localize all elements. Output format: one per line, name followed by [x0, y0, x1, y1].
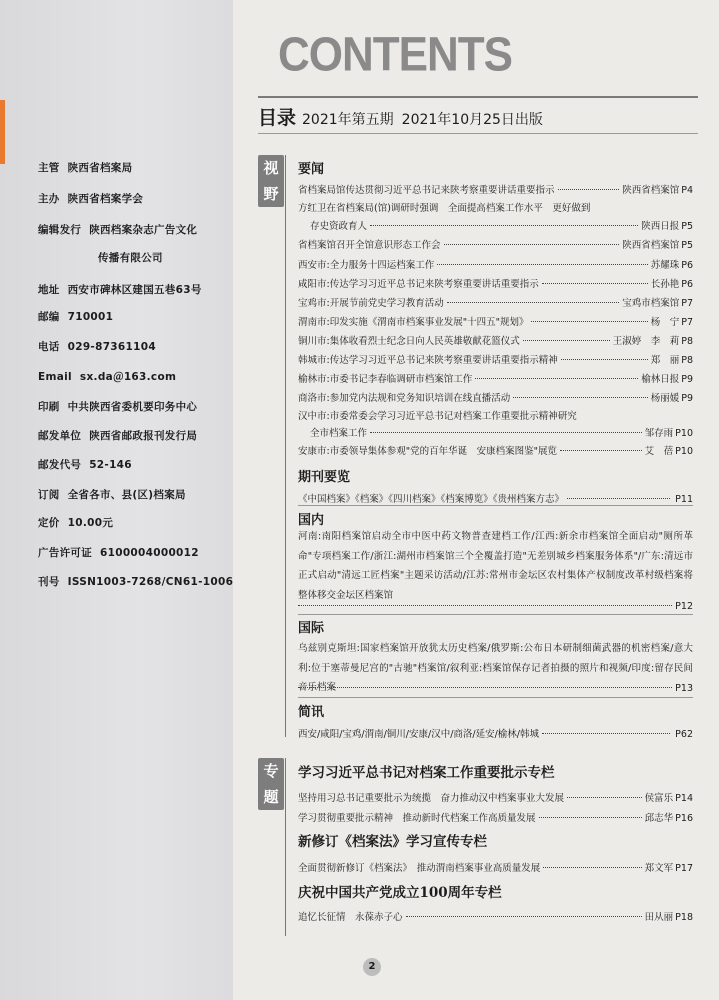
info-line: 电话 029-87361104 [38, 341, 156, 353]
column-title-3: 庆祝中国共产党成立100周年专栏 [298, 885, 502, 901]
info-line: 邮发单位 陕西省邮政报刊发行局 [38, 430, 198, 442]
column-title-2: 新修订《档案法》学习宣传专栏 [298, 834, 487, 850]
page-number: 2 [363, 958, 381, 976]
info-line: 印刷 中共陕西省委机要印务中心 [38, 401, 198, 413]
divider [298, 505, 693, 506]
info-line: 主管 陕西省档案局 [38, 162, 133, 174]
toc-entry[interactable]: 安康市:市委领导集体参观"党的百年华诞 安康档案图鉴"展览 艾 蓓 P10 [298, 446, 693, 457]
toc-entry[interactable]: 商洛市:参加党内法规和党务知识培训在线直播活动 杨丽媛 P9 [298, 393, 693, 404]
divider [298, 697, 693, 698]
section-title-guoji: 国际 [298, 621, 325, 636]
issue-number: 2021年第五期 [302, 112, 394, 128]
toc-entry[interactable]: 省档案馆召开全馆意识形态工作会 陕西省档案馆 P5 [298, 240, 693, 251]
section-title-guonei: 国内 [298, 513, 325, 528]
toc-entry[interactable]: 榆林市:市委书记李春临调研市档案馆工作 榆林日报 P9 [298, 374, 693, 385]
info-line: 邮发代号 52-146 [38, 459, 132, 471]
toc-entry[interactable]: 省档案局馆传达贯彻习近平总书记来陕考察重要讲话重要指示 陕西省档案馆 P4 [298, 185, 693, 196]
section-label-shiye: 视 野 [258, 155, 284, 207]
contents-title: CONTENTS [278, 27, 512, 82]
toc-entry[interactable]: 全面贯彻新修订《档案法》 推动渭南档案事业高质量发展 郑文军 P17 [298, 863, 693, 874]
info-line: 刊号 ISSN1003-7268/CN61-1006 [38, 576, 234, 588]
toc-entry[interactable]: 铜川市:集体收看烈士纪念日向人民英雄敬献花篮仪式 王淑婷 李 莉 P8 [298, 336, 693, 347]
header-divider [258, 133, 698, 134]
toc-entry[interactable]: 咸阳市:传达学习习近平总书记来陕考察重要讲话重要指示 长孙艳 P6 [298, 279, 693, 290]
orange-edge-tab [0, 100, 5, 164]
guoji-page-line: P13 [298, 683, 693, 694]
toc-entry[interactable]: 《中国档案》《档案》《四川档案》《档案博览》《贵州档案方志》 P11 [298, 494, 693, 505]
guonei-page-line: P12 [298, 601, 693, 612]
toc-entry[interactable]: 韩城市:传达学习习近平总书记来陕考察重要讲话重要指示精神 郑 丽 P8 [298, 355, 693, 366]
info-line: 定价 10.00元 [38, 517, 114, 529]
info-line: 编辑发行 陕西档案杂志广告文化 [38, 224, 198, 236]
info-line: 订阅 全省各市、县(区)档案局 [38, 489, 186, 501]
toc-entry[interactable]: 汉中市:市委常委会学习习近平总书记对档案工作重要批示精神研究 [298, 411, 577, 422]
toc-entry[interactable]: 西安市:全力服务十四运档案工作 苏耀珠 P6 [298, 260, 693, 271]
issue-header [258, 103, 543, 130]
section-title-jianxun: 简讯 [298, 705, 325, 720]
guonei-text[interactable]: 河南:南阳档案馆启动全市中医中药文物普查建档工作/江西:新余市档案馆全面启动"厕所革命"专项档案工作/浙江:湖州市档案馆三个全覆盖打造"无差别城乡档案服务体系"/广东:清远市正式启动"清远工匠档案"主题采访活动/江苏:常州市金坛区农村集体产权制度改革村级档案将整体移交金坛区档案馆 [298, 531, 693, 601]
section-label-zhuanti: 专 题 [258, 758, 284, 810]
toc-entry[interactable]: 渭南市:印发实施《渭南市档案事业发展"十四五"规划》 杨 宁 P7 [298, 317, 693, 328]
mulu-label: 目录 [258, 107, 297, 129]
toc-entry[interactable]: 学习贯彻重要批示精神 推动新时代档案工作高质量发展 邱志华 P16 [298, 813, 693, 824]
section-rule [285, 758, 286, 936]
info-line: 主办 陕西省档案学会 [38, 193, 144, 205]
toc-entry[interactable]: 宝鸡市:开展节前党史学习教育活动 宝鸡市档案馆 P7 [298, 298, 693, 309]
toc-entry[interactable]: 西安/咸阳/宝鸡/渭南/铜川/安康/汉中/商洛/延安/榆林/韩城 P62 [298, 729, 693, 740]
toc-entry[interactable]: 坚持用习总书记重要批示为统揽 奋力推动汉中档案事业大发展 侯富乐 P14 [298, 793, 693, 804]
publish-date: 2021年10月25日出版 [401, 112, 543, 128]
column-title-1: 学习习近平总书记对档案工作重要批示专栏 [298, 765, 555, 781]
divider [298, 614, 693, 615]
guoji-text[interactable]: 乌兹别克斯坦:国家档案馆开放犹太历史档案/俄罗斯:公布日本研制细菌武器的机密档案/意大利:位于塞蒂曼尼宫的"古驰"档案馆/叙利亚:档案馆保存记者拍摄的照片和视频/印度:留存民间音乐档案 [298, 643, 693, 693]
section-rule [285, 155, 286, 737]
toc-entry[interactable]: 追忆长征情 永葆赤子心 田从丽 P18 [298, 912, 693, 923]
info-line: 地址 西安市碑林区建国五巷63号 [38, 284, 202, 296]
toc-entry[interactable]: 存史资政育人 陕西日报 P5 [310, 221, 693, 232]
title-rule [258, 96, 698, 98]
toc-entry[interactable]: 方红卫在省档案局(馆)调研时强调 全面提高档案工作水平 更好做到 [298, 203, 591, 214]
section-title-yaowen: 要闻 [298, 162, 325, 177]
info-line: 广告许可证 6100004000012 [38, 547, 199, 559]
info-line: 传播有限公司 [98, 252, 163, 264]
toc-entry[interactable]: 全市档案工作 邹存雨 P10 [310, 428, 693, 439]
info-line: 邮编 710001 [38, 311, 114, 323]
info-line: Email sx.da＠163.com [38, 371, 177, 383]
section-title-qikan: 期刊要览 [298, 470, 351, 485]
